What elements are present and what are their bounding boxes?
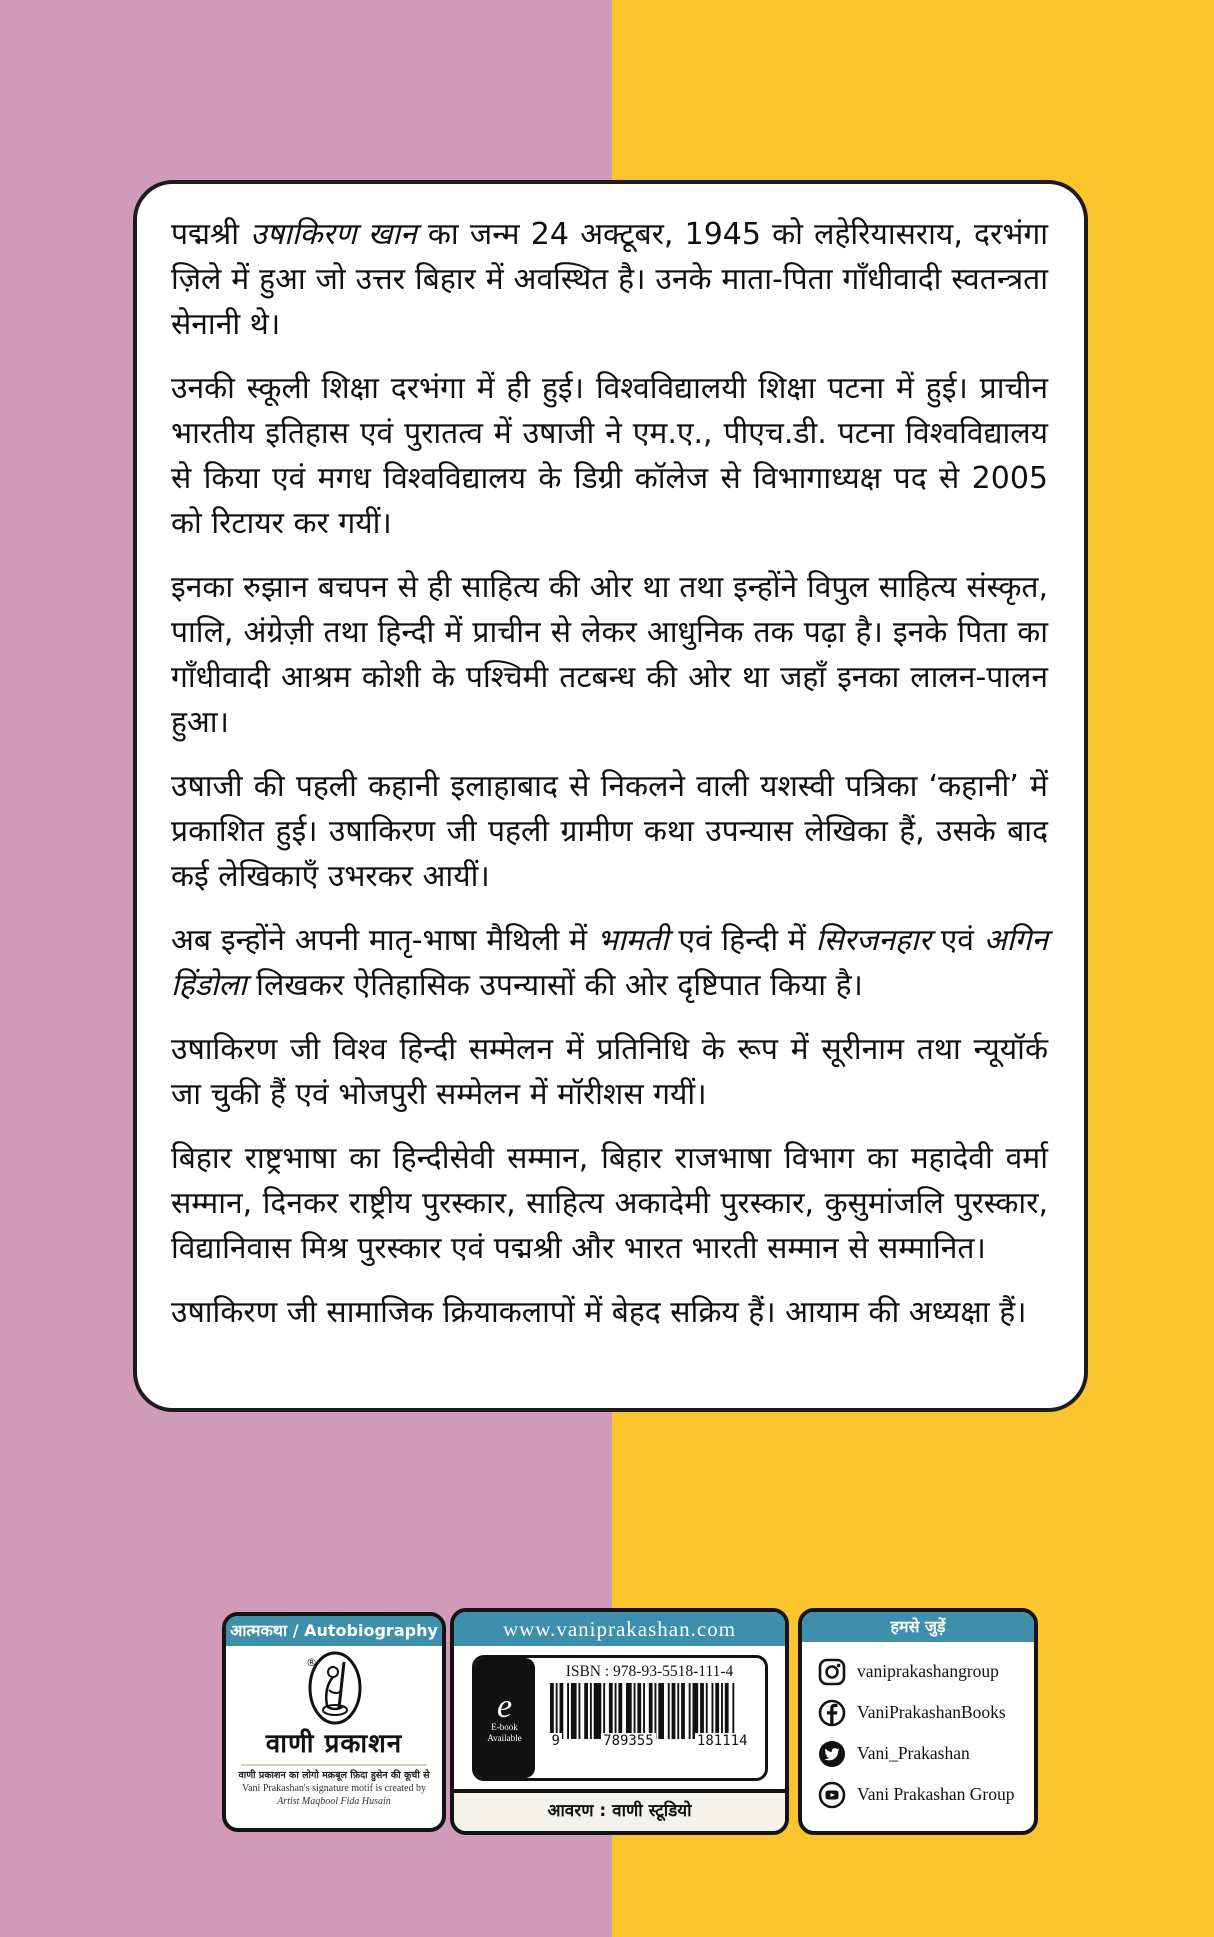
svg-text:®: ®: [306, 1656, 317, 1669]
social-row-instagram: [818, 1651, 1034, 1692]
bio-paragraph: इनका रुझान बचपन से ही साहित्य की ओर था तथा इन्होंने विपुल साहित्य संस्कृत, पालि, अंग्रेज़ी तथा हिन्दी में प्राचीन से लेकर आधुनिक तक पढ़ा है। इनके पिता का गाँधीवादी आश्रम कोशी के पश्चिमी तटबन्ध की ओर था जहाँ इनका लालन-पालन हुआ।: [171, 570, 1048, 740]
ebook-line2: Available: [487, 1732, 522, 1743]
twitter-icon: [818, 1740, 846, 1768]
instagram-handle: vaniprakashangroup: [857, 1661, 999, 1681]
logo-credit-english: Vani Prakashan's signature motif is created by: [242, 1783, 426, 1794]
bio-paragraph: उषाकिरण जी सामाजिक क्रियाकलापों में बेहद सक्रिय हैं। आयाम की अध्यक्षा हैं।: [171, 1295, 1027, 1330]
category-header: आत्मकथा / Autobiography: [226, 1616, 442, 1646]
social-header: हमसे जुड़ें: [802, 1612, 1034, 1642]
social-row-youtube: [818, 1774, 1034, 1815]
facebook-handle: VaniPrakashanBooks: [857, 1702, 1006, 1722]
bio-paragraph: उनकी स्कूली शिक्षा दरभंगा में ही हुई। विश्वविद्यालयी शिक्षा पटना में हुई। प्राचीन भारतीय इतिहास एवं पुरातत्व में उषाजी ने एम.ए., पीएच.डी. पटना विश्वविद्यालय से किया एवं मगध विश्वविद्यालय के डिग्री कॉलेज से विभागाध्यक्ष पद से 2005 को रिटायर कर गयीं।: [171, 371, 1048, 541]
social-box: [798, 1608, 1038, 1835]
cover-credit: आवरण : वाणी स्टूडियो: [454, 1789, 785, 1831]
social-row-facebook: [818, 1692, 1034, 1733]
veena-player-motif-icon: [291, 1650, 377, 1726]
bio-paragraph: बिहार राष्ट्रभाषा का हिन्दीसेवी सम्मान, बिहार राजभाषा विभाग का महादेवी वर्मा सम्मान, दिनकर राष्ट्रीय पुरस्कार, साहित्य अकादेमी पुरस्कार, कुसुमांजलि पुरस्कार, विद्यानिवास मिश्र पुरस्कार एवं पद्मश्री और भारत भारती सम्मान से सम्मानित।: [171, 1141, 1048, 1266]
ebook-badge: [475, 1658, 535, 1778]
bio-paragraph: पद्मश्री उषाकिरण खान का जन्म 24 अक्टूबर, 1945 को लहेरियासराय, दरभंगा ज़िले में हुआ जो उत्तर बिहार में अवस्थित है। उनके माता-पिता गाँधीवादी स्वतन्त्रता सेनानी थे।: [171, 217, 1048, 342]
barcode-digit-group: 181114: [696, 1732, 748, 1749]
facebook-icon: [818, 1699, 846, 1727]
barcode-area: [535, 1658, 765, 1778]
ebook-e-icon: e: [496, 1687, 513, 1725]
social-rows: [802, 1642, 1034, 1815]
publisher-box: [222, 1612, 446, 1832]
barcode-digit-group: 789355: [603, 1732, 654, 1749]
divider: [241, 1764, 427, 1766]
barcode-card: [472, 1655, 768, 1781]
youtube-handle: Vani Prakashan Group: [857, 1784, 1015, 1804]
author-bio-card: [133, 180, 1088, 1412]
publisher-body: [226, 1646, 442, 1808]
youtube-icon: [818, 1781, 846, 1809]
bio-paragraph: उषाकिरण जी विश्व हिन्दी सम्मेलन में प्रतिनिधि के रूप में सूरीनाम तथा न्यूयॉर्क जा चुकी हैं एवं भोजपुरी सम्मेलन में मॉरीशस गयीं।: [171, 1032, 1048, 1112]
social-row-twitter: [818, 1733, 1034, 1774]
instagram-icon: [818, 1658, 846, 1686]
isbn-box: [450, 1608, 789, 1835]
isbn-body: [454, 1646, 785, 1789]
bio-text: [171, 212, 1048, 1335]
barcode-digit-group: 9: [551, 1732, 560, 1749]
bio-paragraph: अब इन्होंने अपनी मातृ-भाषा मैथिली में भामती एवं हिन्दी में सिरजनहार एवं अगिन हिंडोला लिखकर ऐतिहासिक उपन्यासों की ओर दृष्टिपात किया है।: [171, 923, 1048, 1003]
twitter-handle: Vani_Prakashan: [857, 1743, 970, 1763]
logo-credit-artist: Artist Maqbool Fida Husain: [277, 1796, 391, 1807]
barcode-digits: [550, 1733, 750, 1749]
bio-paragraph: उषाजी की पहली कहानी इलाहाबाद से निकलने वाली यशस्वी पत्रिका ‘कहानी’ में प्रकाशित हुई। उषाकिरण जी पहली ग्रामीण कथा उपन्यास लेखिका हैं, उसके बाद कई लेखिकाएँ उभरकर आयीं।: [171, 769, 1048, 894]
isbn-number: ISBN : 978-93-5518-111-4: [565, 1662, 734, 1680]
website-header: www.vaniprakashan.com: [454, 1612, 785, 1646]
logo-credit-hindi: वाणी प्रकाशन का लोगो मक़बूल फ़िदा हुसेन की कूची से: [238, 1770, 430, 1781]
publisher-name: वाणी प्रकाशन: [265, 1729, 403, 1759]
ebook-line1: E-book: [491, 1721, 518, 1732]
